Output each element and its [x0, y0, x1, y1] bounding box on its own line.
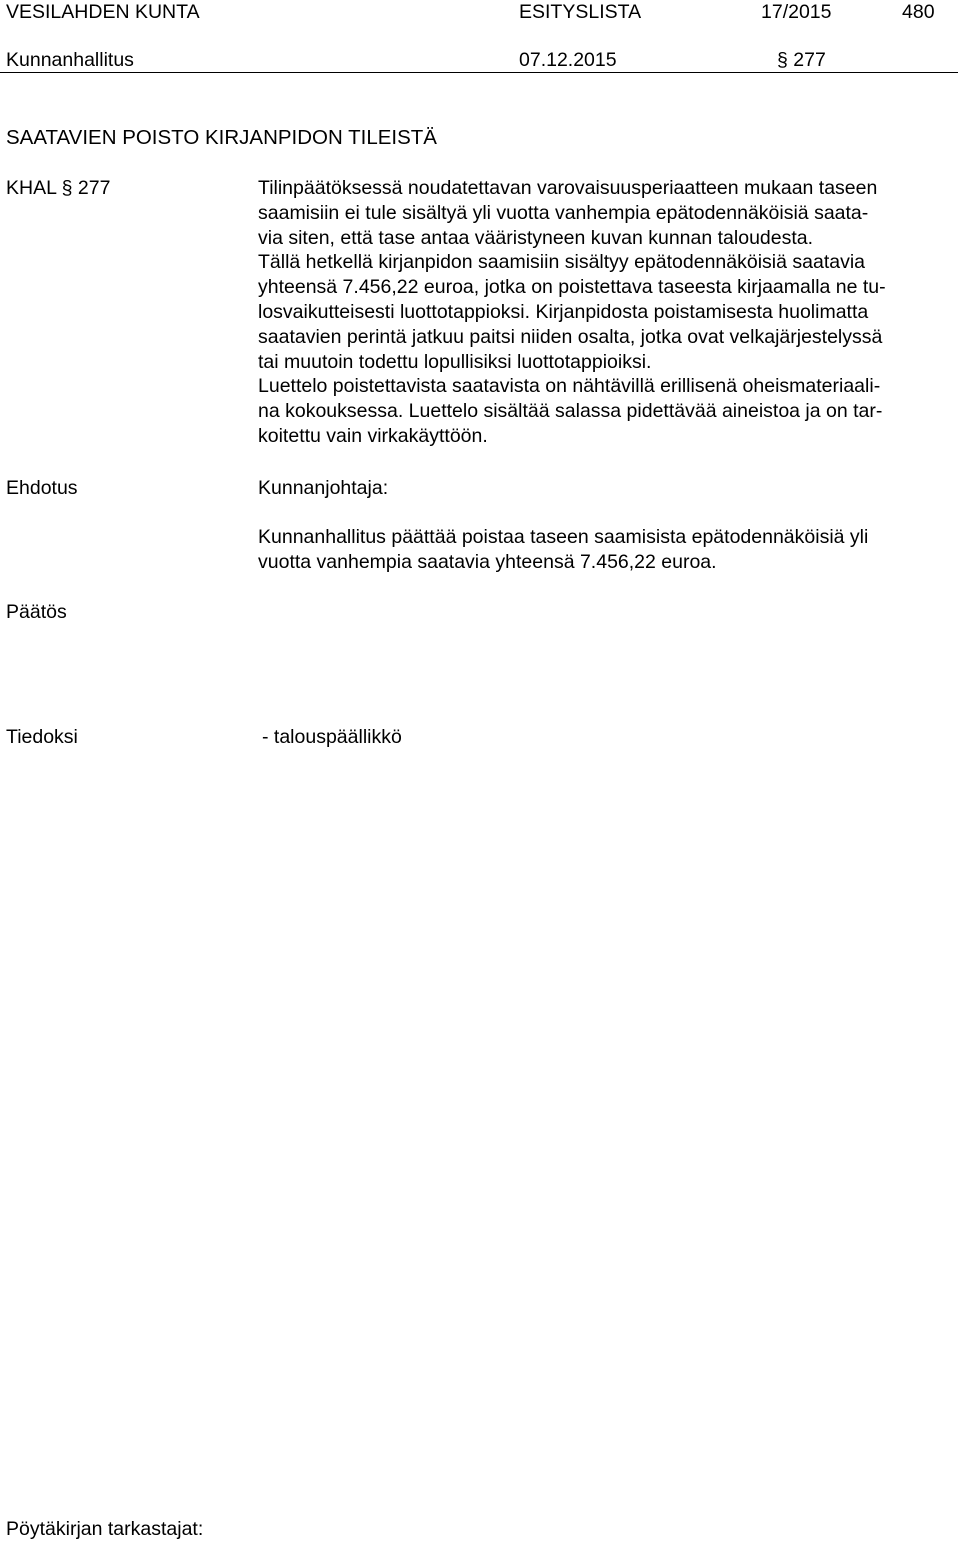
proposer-label: Kunnanjohtaja: — [258, 477, 389, 499]
description-line: Luettelo poistettavista saatavista on nähtävillä erillisenä oheismateriaali- — [258, 375, 881, 398]
header-divider — [0, 72, 958, 73]
description-line: yhteensä 7.456,22 euroa, jotka on poistettava taseesta kirjaamalla ne tu- — [258, 276, 886, 299]
description-line: via siten, että tase antaa vääristyneen kuvan kunnan taloudesta. — [258, 226, 814, 249]
proposal-line: Kunnanhallitus päättää poistaa taseen saamisista epätodennäköisiä yli — [258, 526, 869, 548]
document-type: ESITYSLISTA — [519, 1, 642, 23]
governing-body: Kunnanhallitus — [6, 49, 134, 71]
section-number: § 277 — [777, 49, 826, 71]
proposal-label: Ehdotus — [6, 477, 78, 499]
page-number: 480 — [902, 1, 935, 23]
minutes-reviewers-label: Pöytäkirjan tarkastajat: — [6, 1518, 204, 1540]
item-description — [258, 176, 958, 449]
decision-label: Päätös — [6, 601, 67, 623]
description-line: Tällä hetkellä kirjanpidon saamisiin sisältyy epätodennäköisiä saatavia — [258, 251, 866, 274]
description-line: na kokouksessa. Luettelo sisältää salassa pidettävää aineistoa ja on tar- — [258, 400, 883, 423]
meeting-number: 17/2015 — [761, 1, 832, 23]
notify-label: Tiedoksi — [6, 726, 78, 748]
notify-recipient: - talouspäällikkö — [262, 726, 402, 748]
proposal-text — [258, 525, 958, 575]
description-line: tai muutoin todettu lopullisiksi luottotappioiksi. — [258, 350, 652, 373]
item-reference: KHAL § 277 — [6, 177, 111, 199]
proposal-line: vuotta vanhempia saatavia yhteensä 7.456,22 euroa. — [258, 550, 717, 573]
description-line: koitettu vain virkakäyttöön. — [258, 424, 488, 447]
meeting-date: 07.12.2015 — [519, 49, 617, 71]
description-line: saatavien perintä jatkuu paitsi niiden osalta, jotka ovat velkajärjestelyssä — [258, 325, 883, 348]
description-line: saamisiin ei tule sisältyä yli vuotta vanhempia epätodennäköisiä saata- — [258, 201, 869, 224]
description-line: Tilinpäätöksessä noudatettavan varovaisuusperiaatteen mukaan taseen — [258, 177, 878, 199]
item-title: SAATAVIEN POISTO KIRJANPIDON TILEISTÄ — [6, 126, 437, 149]
municipality-name: VESILAHDEN KUNTA — [6, 1, 200, 23]
description-line: losvaikutteisesti luottotappioksi. Kirjanpidosta poistamisesta huolimatta — [258, 300, 869, 323]
